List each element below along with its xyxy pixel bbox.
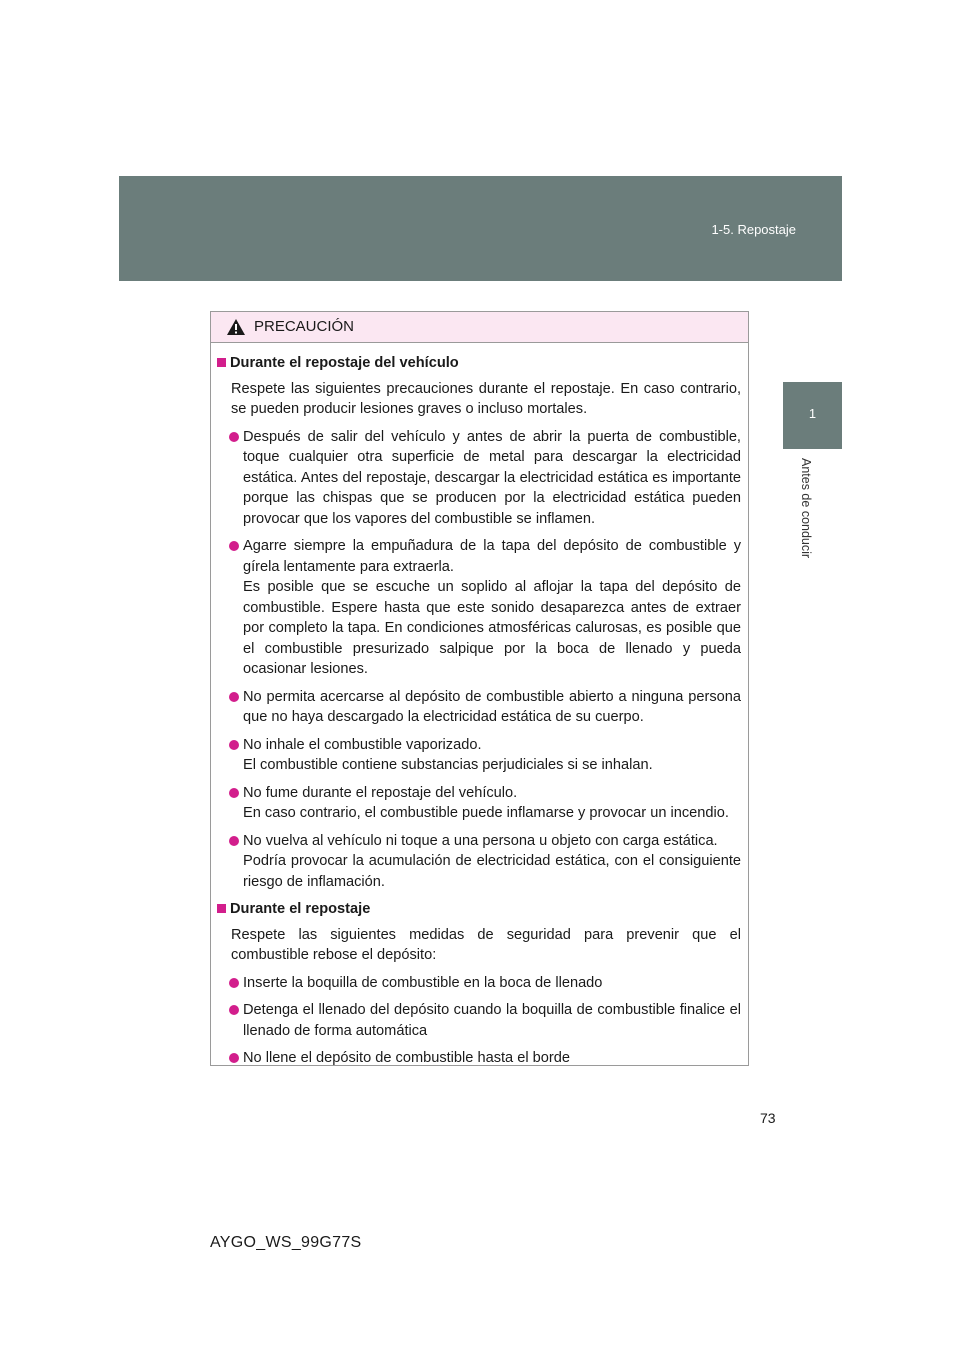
section-title: 1-5. Repostaje [711,222,796,237]
section-heading: Durante el repostaje del vehículo [217,353,741,374]
list-item: No inhale el combustible vaporizado. El combustible contiene substancias perjudiciales si se inhalan. [217,735,741,776]
section-heading: Durante el repostaje [217,899,741,920]
list-item: Detenga el llenado del depósito cuando la boquilla de combustible finalice el llenado de forma automática [217,1000,741,1041]
chapter-number: 1 [808,406,817,421]
square-bullet-icon [217,904,226,913]
circle-bullet-icon [229,432,239,442]
caution-title: PRECAUCIÓN [254,318,355,335]
list-item: Inserte la boquilla de combustible en la boca de llenado [217,973,741,994]
list-item: Después de salir del vehículo y antes de abrir la puerta de combustible, toque cualquier otra superficie de metal para descargar la electricidad estática. Antes del repostaje, descargar la electricidad estática es importante porque las chispas que se producen por la electricidad estática pueden provocar que los vapores del combustible se inflamen. [217,427,741,530]
circle-bullet-icon [229,692,239,702]
circle-bullet-icon [229,1053,239,1063]
page-number: 73 [760,1110,776,1126]
chapter-label [797,458,817,578]
circle-bullet-icon [229,740,239,750]
list-item: No permita acercarse al depósito de combustible abierto a ninguna persona que no haya descargado la electricidad estática de su cuerpo. [217,687,741,728]
chapter-title: Antes de conducir [799,458,813,559]
circle-bullet-icon [229,836,239,846]
circle-bullet-icon [229,788,239,798]
warning-triangle-icon [226,318,246,336]
circle-bullet-icon [229,1005,239,1015]
section-intro: Respete las siguientes medidas de seguridad para prevenir que el combustible rebose el depósito: [231,926,741,963]
list-item: No llene el depósito de combustible hasta el borde [217,1048,741,1069]
section-intro: Respete las siguientes precauciones durante el repostaje. En caso contrario, se pueden producir lesiones graves o incluso mortales. [231,380,741,417]
list-item: No fume durante el repostaje del vehículo. En caso contrario, el combustible puede inflamarse y provocar un incendio. [217,783,741,824]
chapter-tab [783,382,842,449]
caution-header [211,312,748,343]
caution-box [210,311,749,1066]
circle-bullet-icon [229,541,239,551]
caution-body [211,343,748,1069]
list-item: No vuelva al vehículo ni toque a una persona u objeto con carga estática. Podría provocar la acumulación de electricidad estática, con el consiguiente riesgo de inflamación. [217,831,741,893]
document-code: AYGO_WS_99G77S [210,1234,362,1251]
list-item: Agarre siempre la empuñadura de la tapa del depósito de combustible y gírela lentamente para extraerla. Es posible que se escuche un soplido al aflojar la tapa del depósito de combustible. Espere hasta que este sonido desaparezca antes de extraer por completo la tapa. En condiciones atmosféricas calurosas, es posible que el combustible presurizado salpique por la boca de llenado y pueda ocasionar lesiones. [217,536,741,680]
circle-bullet-icon [229,978,239,988]
header-band [119,176,842,281]
square-bullet-icon [217,358,226,367]
